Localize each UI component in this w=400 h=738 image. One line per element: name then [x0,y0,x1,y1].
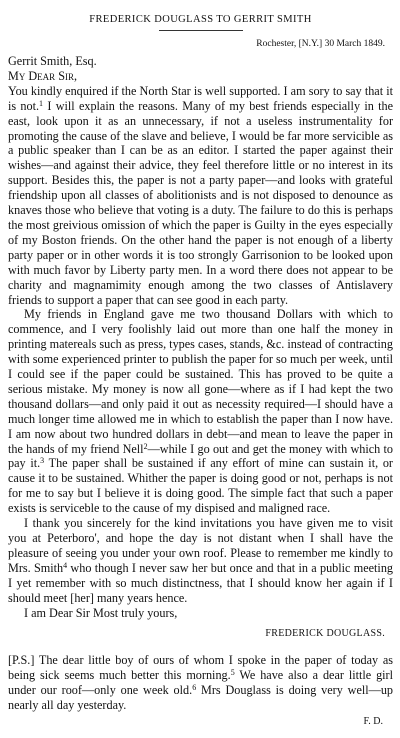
greeting: My Dear Sir, [8,68,78,83]
paragraph-3-text-b: who though I never saw her but once and that in a public meeting I yet remember with so much distinctness, that I should know her again if I should meet [her] many years hence. [8,560,394,605]
postscript-text-c: Mrs Douglass is doing very well—up nearly all day yesterday. [8,683,394,713]
footnote-marker-1: 1 [39,98,44,108]
footnote-marker-5: 5 [230,668,235,678]
paragraph-2-text-b: —while I go out and get the money with which to pay it. [8,441,394,471]
letter-body [8,54,393,620]
signature: FREDERICK DOUGLASS. [265,628,385,640]
postscript [8,653,393,713]
paragraph-2 [8,307,393,516]
title-divider [159,30,243,31]
paragraph-2-text-a: My friends in England gave me two thousand Dollars with which to commence, and I very foolishly laid out more than one half the money in printing matereals such as press, types cases, stands, &c. instead of contracting with some experienced printer to publish the paper for so much per week, until I could see if the paper could be sustained. This has proved to be quite a serious mistake. My money is now all gone—where as if I had kept the two thousand dollars—and only paid it out as necessity required—I should have a much longer time allowed me in which to establish the paper than I now have. I am now about two hundred dollars in debt—and mean to leave the paper in the hands of my friend Nell [8,307,393,456]
letter-title: FREDERICK DOUGLASS TO GERRIT SMITH [89,14,312,25]
postscript-text-a: [P.S.] The dear little boy of ours of whom I spoke in the paper of today as being sick seems much better this morning. [8,653,393,683]
paragraph-2-text-c: The paper shall be sustained if any effort of mine can sustain it, or cause it to be sustained. Whither the paper is doing good or not, perhaps is not for me to say but I believe it is doing good. The simple fact that such a paper exists is serviceble to the cause of my dispised and maligned race. [8,456,393,516]
postscript-text-b: We have also a dear little girl under our roof—only one week old. [8,668,393,698]
paragraph-1 [8,84,393,308]
paragraph-1-text-b: I will explain the reasons. Many of my best friends especially in the east, look upon it as an unnecessary, if not a useless instrumentality for promoting the cause of the slave and believe, I would be far more servicible as a public speaker than I can be as an editor. I started the paper against their wishes—and against their advice, they feel therefore little or no interest in its support. Besides this, the paper is not a party paper—and looks with grateful friendship upon all classes of abolitionists and is not disposed to denounce as knaves those who believe that voting is a duty. The failure to do this is perhaps the most greivious omission of which the paper is Guilty in the eyes especially of my Boston friends. On the other hand the paper is not enough of a liberty party paper or in other words it is too strongly Garrisonion to be looked upon with much favor by Liberty party men. In a word there does not appear to be charity and magnamimity enough among the two classes of Antislavery friends to support a paper that can see good in each party. [8,98,393,307]
dateline: Rochester, [N.Y.] 30 March 1849. [256,39,385,49]
paragraph-1-text-a: You kindly enquired if the North Star is well supported. I am sory to say that it is not. [8,83,393,113]
addressee: Gerrit Smith, Esq. [8,54,97,68]
closing-line: I am Dear Sir Most truly yours, [24,605,178,620]
footnote-marker-6: 6 [192,683,197,693]
postscript-initials: F. D. [363,716,383,728]
footnote-marker-4: 4 [63,560,68,570]
footnote-marker-2: 2 [143,441,148,451]
paragraph-3 [8,516,393,605]
paragraph-3-text-a: I thank you sincerely for the kind invitations you have given me to visit you at Peterboro', and hope the day is not distant when I shall have the pleasure of seeing you under your own roof. Please to remember me kindly to Mrs. Smith [8,516,393,575]
postscript-paragraph [8,653,393,713]
footnote-marker-3: 3 [40,456,45,466]
